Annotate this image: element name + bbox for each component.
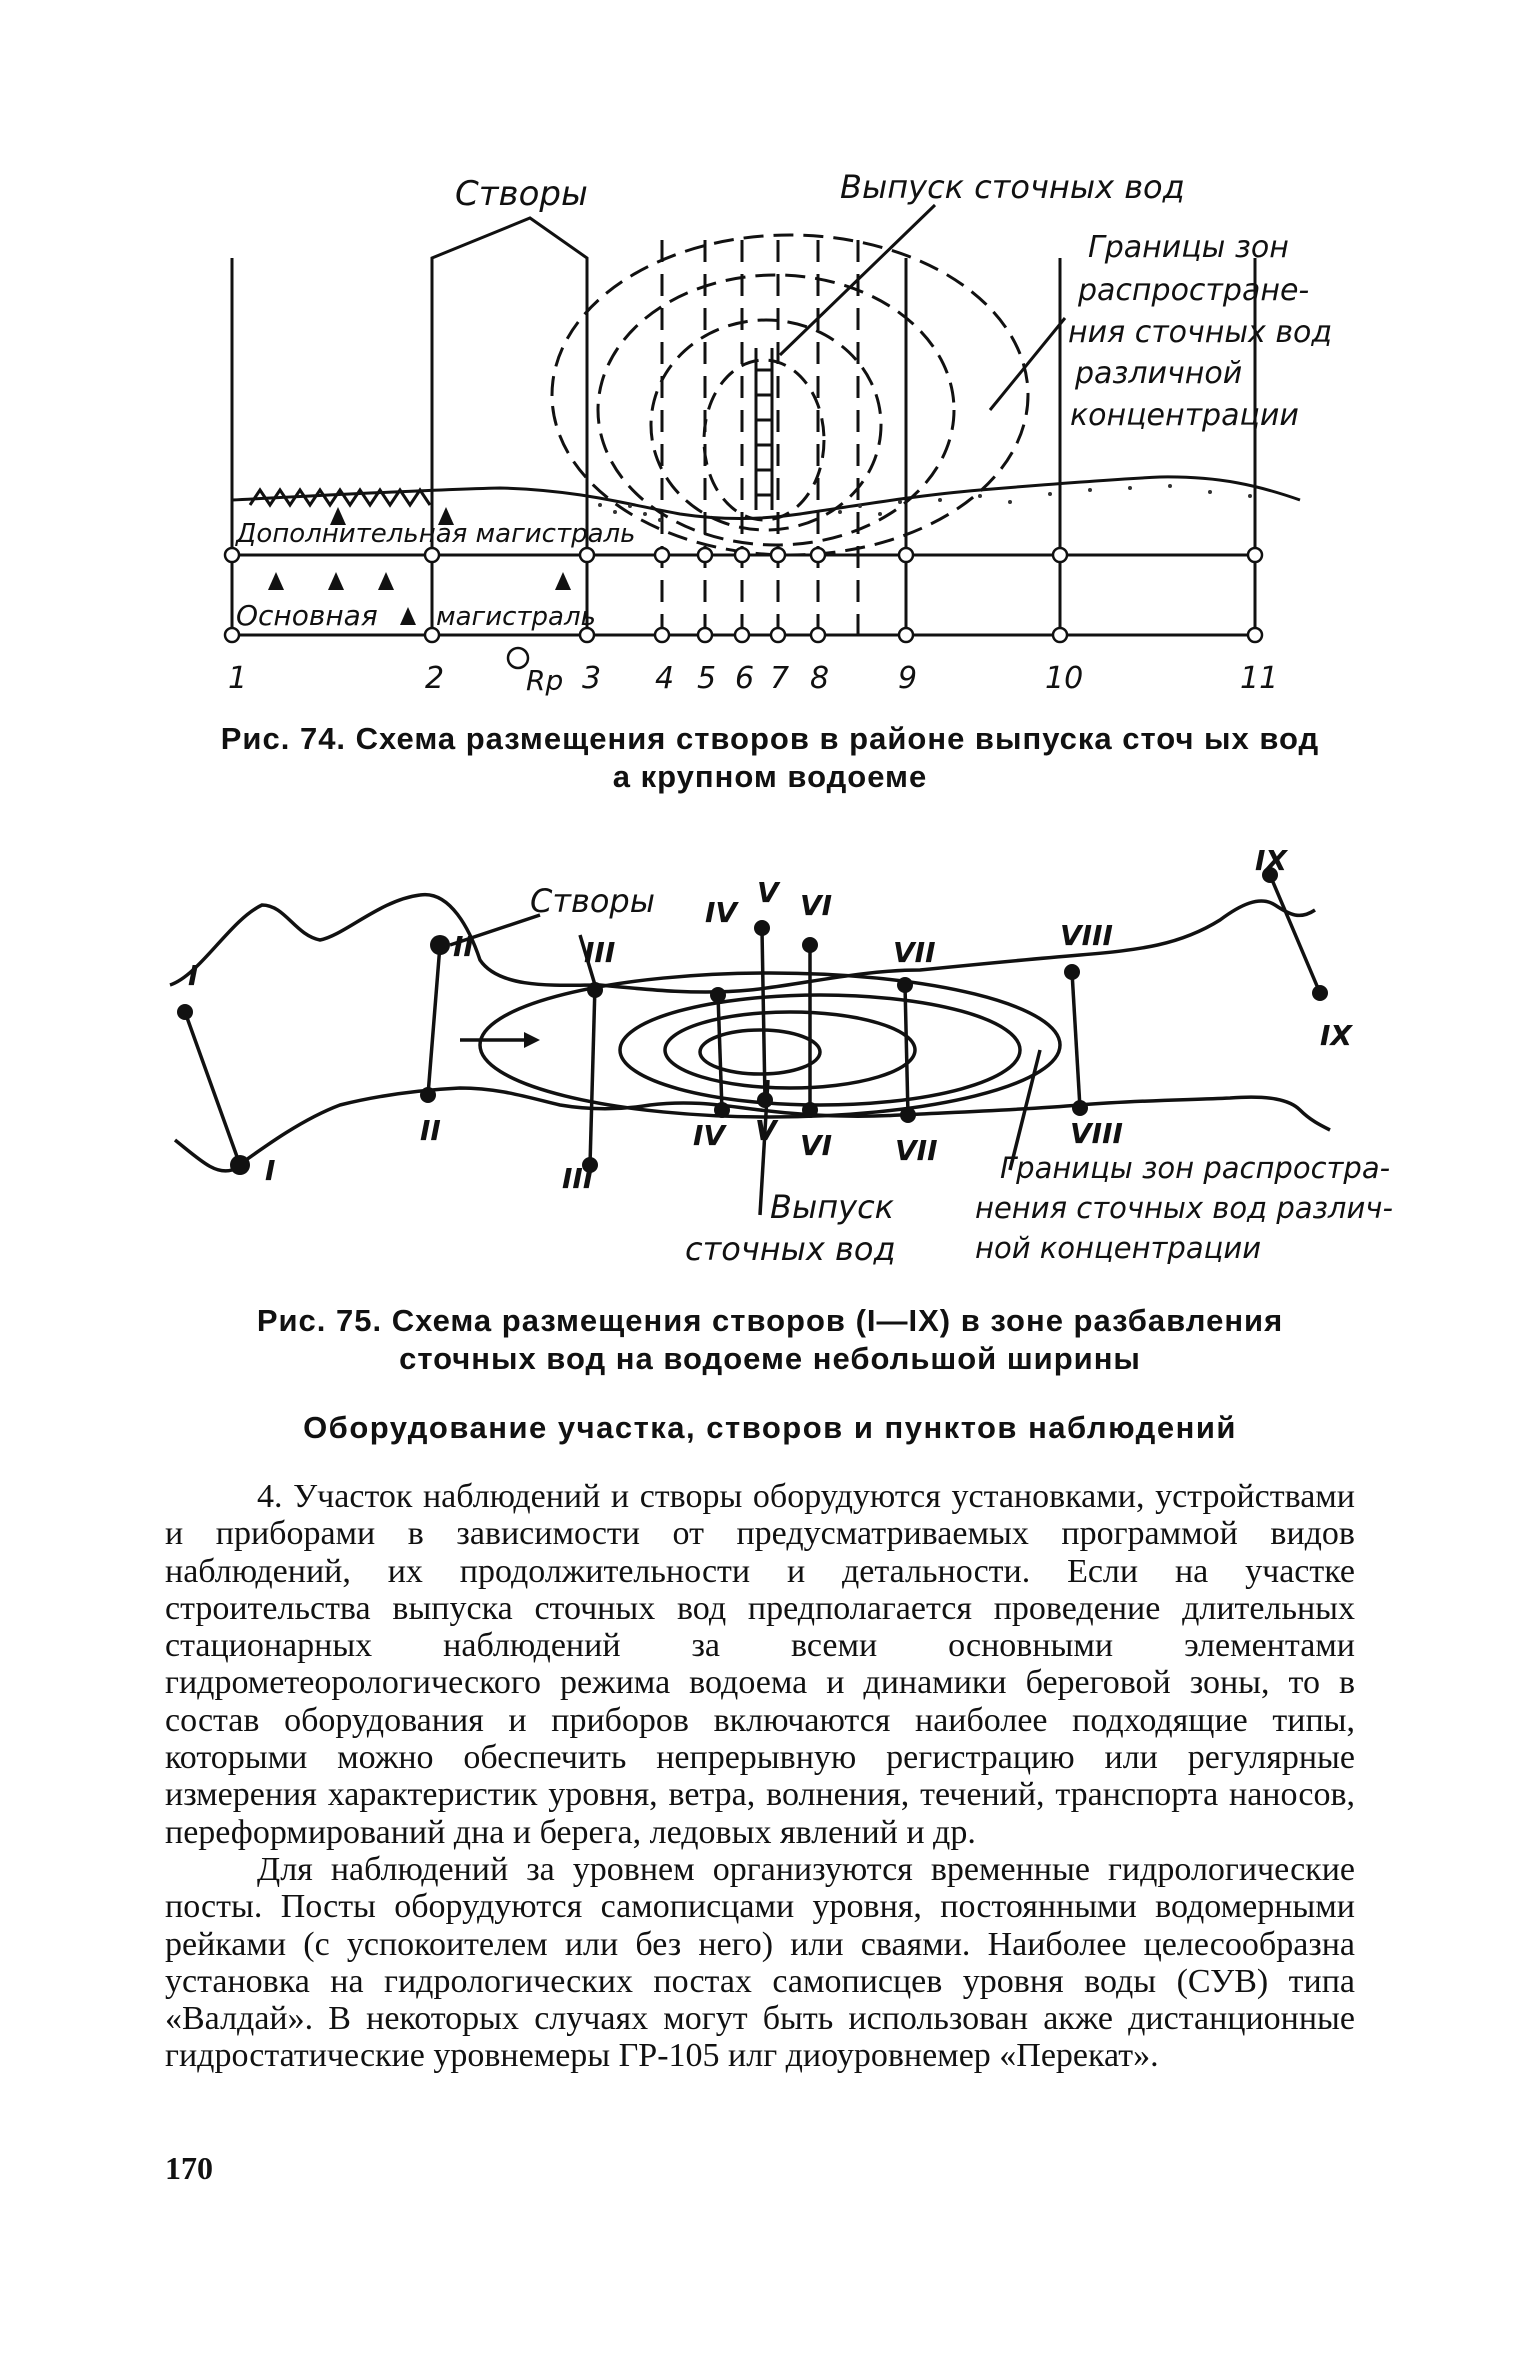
fig74-granitsy-line2: распростране- xyxy=(1078,273,1310,308)
fig75-roman-top: V xyxy=(757,876,779,909)
fig74-rp-label: Rp xyxy=(526,664,564,697)
paragraph: 4. Участок наблюдений и створы оборудуются установками, устройствами и приборами в зависимости от предусматриваемых программой видов наблюдений, их продолжительности и детальности. Если на участке строительства выпуска сточных вод предполагается проведение длительных стационарных наблюдений за всеми основными элементами гидрометеорологического режима водоема и динамики береговой зоны, то в состав оборудования и приборов включаются наиболее подходящие типы, которыми можно обеспечить непрерывную регистрацию или регулярные измерения характеристик уровня, ветра, волнения, течений, транспорта наносов, переформирований дна и берега, ледовых явлений и др. xyxy=(165,1478,1355,1851)
fig75-vypusk-line1: Выпуск xyxy=(770,1188,894,1226)
fig74-section-number: 3 xyxy=(582,661,602,696)
fig75-roman-top: VI xyxy=(800,889,833,922)
paragraph: Для наблюдений за уровнем организуются временные гидрологические посты. Посты оборудуются самописцами уровня, постоянными водомерными рейками (с успокоителем или без него) или сваями. Наиболее целесообразна установка на гидрологических постах самописцев уровня воды (СУВ) типа «Валдай». В некоторых случаях могут быть использован акже дистанционные гидростатические уровнемеры ГР-105 илг диоуровнемер «Перекат». xyxy=(165,1850,1355,2075)
fig74-granitsy-line1: Границы зон xyxy=(1088,230,1289,265)
fig75-roman-top: III xyxy=(584,936,616,969)
fig75-roman-top: VII xyxy=(893,936,936,969)
fig74-osn2-label: магистраль xyxy=(436,602,596,632)
fig74-vypusk-label: Выпуск сточных вод xyxy=(840,168,1185,206)
fig75-roman-bottom: II xyxy=(420,1114,441,1147)
flow-arrow-icon xyxy=(524,1032,540,1048)
fig74-section-number: 2 xyxy=(425,661,445,696)
fig74-granitsy-line4: различной xyxy=(1075,356,1243,391)
caption75-line1: Рис. 75. Схема размещения створов (I—IX) в зоне разбавления xyxy=(256,1303,1284,1338)
fig75-roman-bottom: VI xyxy=(800,1129,833,1162)
fig74-section-number: 4 xyxy=(655,661,675,696)
fig74-osn-label: Основная xyxy=(236,599,378,632)
fig74-stvory-label: Створы xyxy=(455,174,588,214)
fig75-granitsy-line2: нения сточных вод различ- xyxy=(975,1191,1393,1225)
fig74-section-number: 8 xyxy=(810,661,830,696)
caption74-line2: а крупном водоеме xyxy=(612,759,928,794)
fig75-roman-top: II xyxy=(453,930,474,963)
fig75-roman-top: I xyxy=(188,959,199,992)
caption75-line2: сточных вод на водоеме небольшой ширины xyxy=(399,1341,1141,1376)
fig75-roman-bottom: IV xyxy=(693,1119,726,1152)
fig75-roman-top: VIII xyxy=(1060,919,1113,952)
fig74-section-number: 9 xyxy=(898,661,918,696)
caption74-line1: Рис. 74. Схема размещения створов в районе выпуска сточ ых вод xyxy=(220,721,1320,756)
fig74-section-number: 5 xyxy=(697,661,717,696)
fig75-roman-top: IV xyxy=(705,896,738,929)
page-number: 170 xyxy=(165,2150,213,2186)
fig75-roman-bottom: IX xyxy=(1320,1019,1353,1052)
fig74-section-number: 1 xyxy=(228,661,248,696)
figure-75-caption xyxy=(160,1302,1380,1378)
fig74-granitsy-line3: ния сточных вод xyxy=(1068,315,1333,350)
fig75-granitsy-line1: Границы зон распростра- xyxy=(1000,1151,1391,1185)
fig74-section-number: 7 xyxy=(770,661,790,696)
fig74-granitsy-line5: концентрации xyxy=(1070,398,1299,433)
fig75-roman-top: IX xyxy=(1255,844,1288,877)
fig75-roman-bottom: VIII xyxy=(1070,1117,1123,1150)
fig75-roman-bottom: III xyxy=(562,1162,594,1195)
fig75-granitsy-line3: ной концентрации xyxy=(975,1231,1262,1265)
fig75-stvory-label: Створы xyxy=(530,882,655,920)
fig74-section-number: 6 xyxy=(735,661,755,696)
fig75-vypusk-line2: сточных вод xyxy=(685,1230,896,1268)
fig75-roman-bottom: V xyxy=(755,1114,777,1147)
fig74-dop-label: Дополнительная магистраль xyxy=(236,519,636,549)
body-text xyxy=(165,1478,1355,2075)
fig74-section-number: 11 xyxy=(1240,661,1279,696)
fig75-roman-bottom: VII xyxy=(895,1134,938,1167)
fig74-section-number: 10 xyxy=(1045,661,1084,696)
fig75-roman-bottom: I xyxy=(265,1154,276,1187)
section-heading: Оборудование участка, створов и пунктов наблюдений xyxy=(303,1410,1237,1445)
